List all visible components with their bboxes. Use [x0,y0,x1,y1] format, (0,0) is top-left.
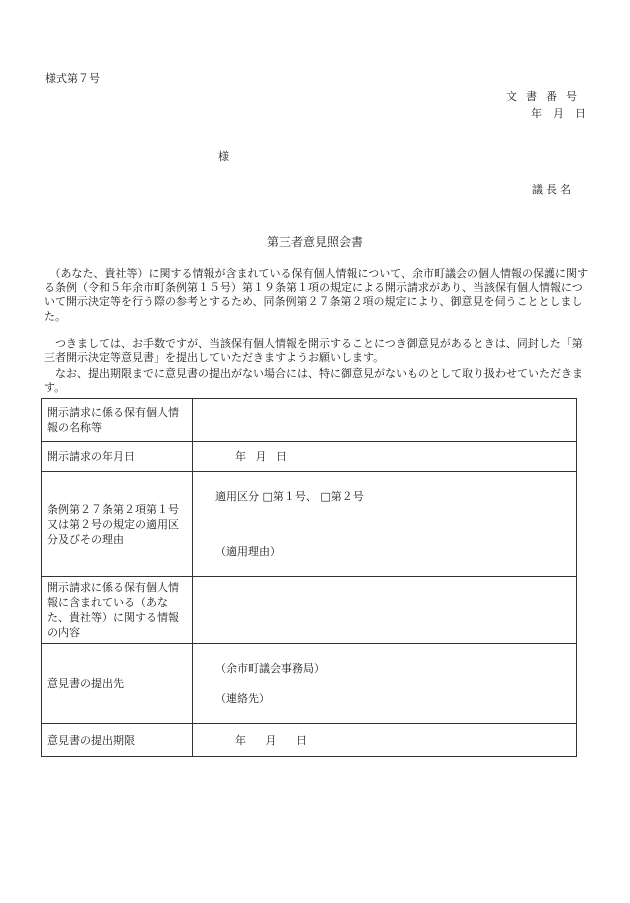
document-title: 第三者意見照会書 [266,235,363,249]
body-paragraph-3: なお、提出期限までに意見書の提出がない場合には、特に御意見がないものとして取り扱わせていただきます。 [44,367,583,395]
category-reason: （適用理由） [215,545,281,558]
body-paragraph-2: つきましては、お手数ですが、当該保有個人情報を開示することにつき御意見があるときは、同封した「第三者開示決定等意見書」を提出していただきますようお願いします。 [44,337,583,365]
form-number: 様式第７号 [45,72,100,85]
addressee-label: 様 [218,150,229,163]
table-row [42,577,577,644]
document-number-label: 文書番号 [506,90,586,103]
table-label-deadline: 意見書の提出期限 [42,724,193,757]
table-value-info-content [193,577,577,644]
table-label-request-info: 開示請求に係る保有個人情報の名称等 [42,399,193,442]
body-paragraph-1: （あなた、貴社等）に関する情報が含まれている保有個人情報について、余市町議会の個人情報の保護に関する条例（令和５年余市町条例第１５号）第１９条第１項の規定による開示請求があり、当該保有個人情報について開示決定等を行う際の参考とするため、同条例第２７条第２項の規定により、御意見を伺うこととしました。 [44,267,589,323]
table-label-info-content: 開示請求に係る保有個人情報に含まれている（あなた、貴社等）に関する情報の内容 [42,577,193,644]
document-date-label: 年 月 日 [531,107,586,120]
table-row [42,399,577,442]
table-row [42,472,577,577]
chair-name-label: 議長名 [532,183,574,196]
table-value-submit-to [193,644,577,724]
table-value-request-info [193,399,577,442]
submit-contact: （連絡先） [215,692,270,705]
table-row [42,442,577,472]
submit-office: （余市町議会事務局） [215,662,325,675]
table-row [42,724,577,757]
category-options: 適用区分 □第１号、 □第２号 [215,490,364,503]
table-value-category [193,472,577,577]
table-label-request-date: 開示請求の年月日 [42,442,193,472]
table-value-request-date: 年 月 日 [193,442,577,472]
table-row [42,644,577,724]
table-label-category: 条例第２７条第２項第１号又は第２号の規定の適用区分及びその理由 [42,472,193,577]
table-value-deadline: 年 月 日 [193,724,577,757]
table-label-submit-to: 意見書の提出先 [42,644,193,724]
info-table [41,398,577,757]
